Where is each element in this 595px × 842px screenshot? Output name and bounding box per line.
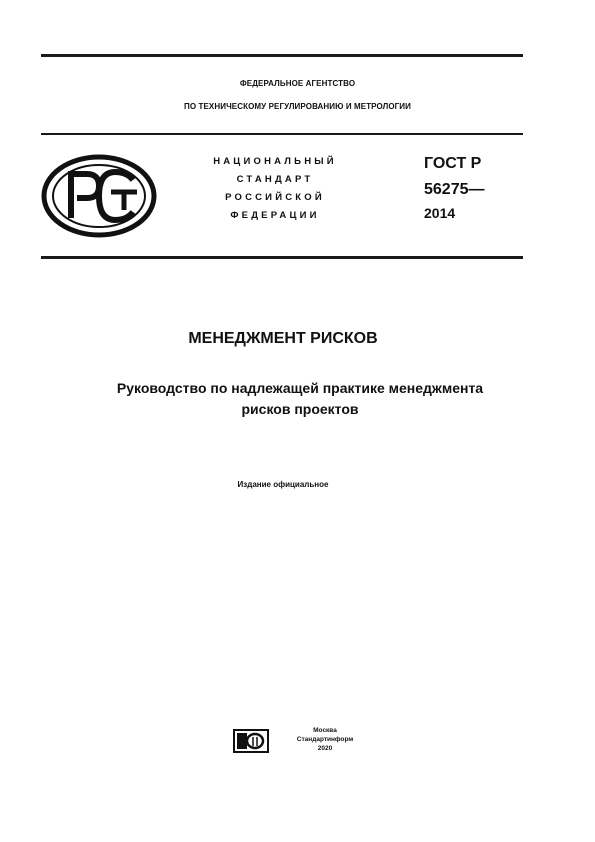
document-subtitle-line-2: рисков проектов [241, 401, 359, 417]
publication-year: 2020 [317, 745, 333, 752]
document-title: МЕНЕДЖМЕНТ РИСКОВ [188, 330, 378, 347]
standard-type-line-1: НАЦИОНАЛЬНЫЙ [213, 156, 337, 167]
designation-prefix: ГОСТ Р [424, 155, 482, 172]
standartinform-logo-icon [233, 729, 269, 753]
document-subtitle-line-1: Руководство по надлежащей практике менеджмента [116, 380, 484, 396]
agency-name-line-2: ПО ТЕХНИЧЕСКОМУ РЕГУЛИРОВАНИЮ И МЕТРОЛОГИИ [183, 102, 412, 111]
standard-type-line-4: ФЕДЕРАЦИИ [230, 210, 320, 221]
agency-name-line-1: ФЕДЕРАЛЬНОЕ АГЕНТСТВО [239, 79, 356, 88]
rst-mark-icon [41, 154, 157, 238]
publisher-city: Москва [313, 727, 337, 734]
standard-type-line-2: СТАНДАРТ [236, 174, 314, 185]
standard-type-line-3: РОССИЙСКОЙ [225, 192, 325, 203]
top-rule [41, 54, 523, 57]
designation-year: 2014 [424, 205, 456, 221]
designation-number: 56275— [424, 181, 485, 198]
edition-label: Издание официальное [237, 480, 329, 489]
section-rule [41, 256, 523, 259]
publisher-name: Стандартинформ [296, 736, 354, 743]
header-rule [41, 133, 523, 135]
